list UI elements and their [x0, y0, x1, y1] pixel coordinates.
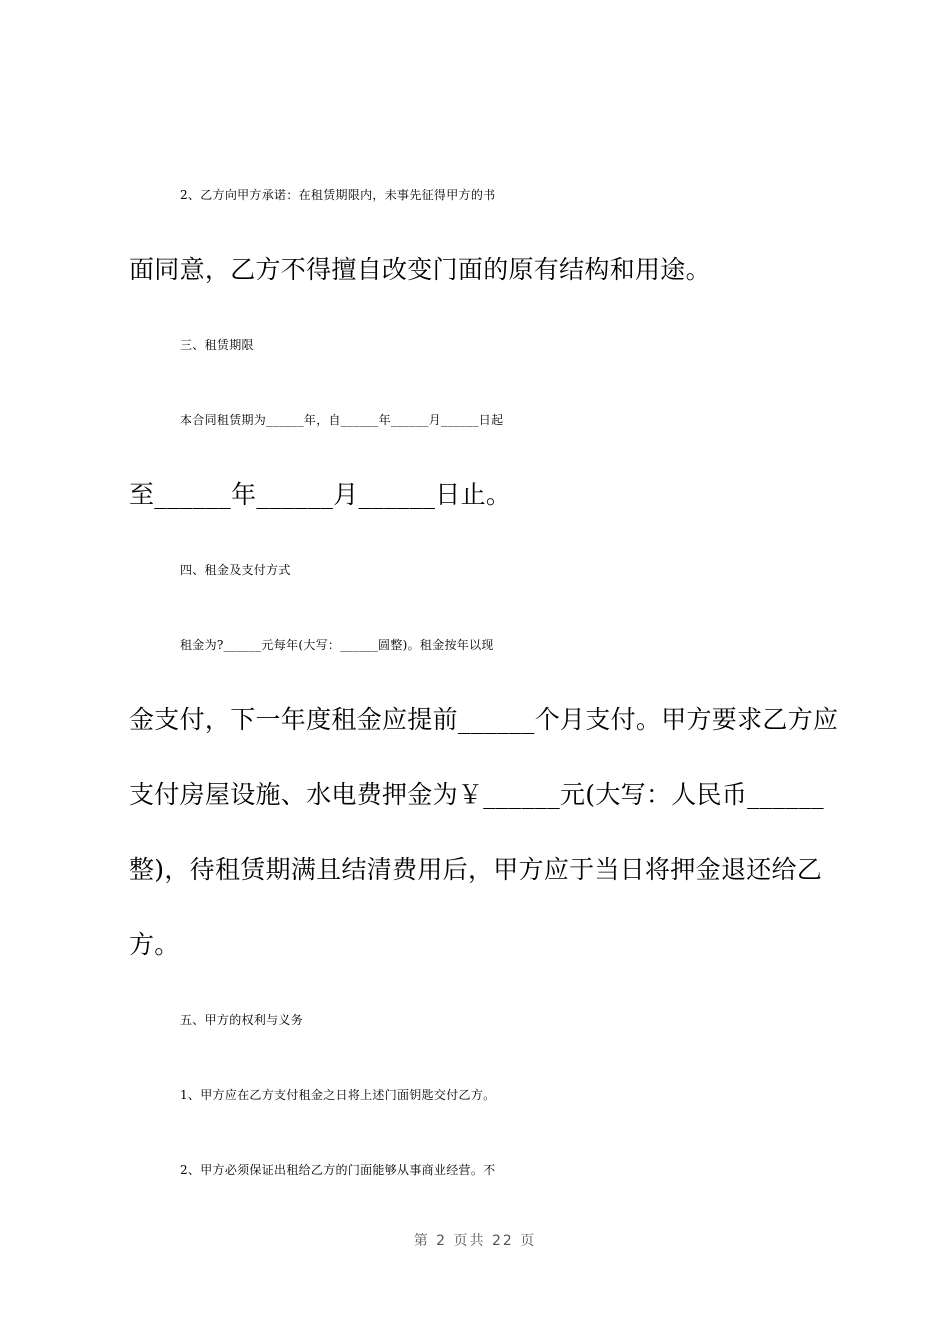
paragraph-line: 支付房屋设施、水电费押金为￥______元(大写：人民币______	[129, 780, 824, 809]
paragraph-line: 本合同租赁期为______年，自______年______月______日起	[180, 413, 504, 427]
paragraph-line: 至______年______月______日止。	[129, 480, 512, 509]
paragraph-line: 租金为?______元每年(大写：______圆整)。租金按年以现	[180, 638, 494, 652]
paragraph-line: 面同意，乙方不得擅自改变门面的原有结构和用途。	[129, 255, 711, 284]
section-heading: 四、租金及支付方式	[180, 563, 291, 577]
paragraph-line: 1、甲方应在乙方支付租金之日将上述门面钥匙交付乙方。	[180, 1088, 496, 1102]
page-number-footer: 第 2 页共 22 页	[413, 1233, 537, 1249]
paragraph-line: 整)，待租赁期满且结清费用后，甲方应于当日将押金退还给乙	[129, 855, 823, 884]
paragraph-line: 2、甲方必须保证出租给乙方的门面能够从事商业经营。不	[180, 1163, 496, 1177]
section-heading: 五、甲方的权利与义务	[180, 1013, 304, 1027]
section-heading: 三、租赁期限	[180, 338, 254, 352]
paragraph-line: 方。	[129, 930, 180, 959]
paragraph-line: 金支付，下一年度租金应提前______个月支付。甲方要求乙方应	[129, 705, 839, 734]
paragraph-line: 2、乙方向甲方承诺：在租赁期限内，未事先征得甲方的书	[180, 188, 496, 202]
